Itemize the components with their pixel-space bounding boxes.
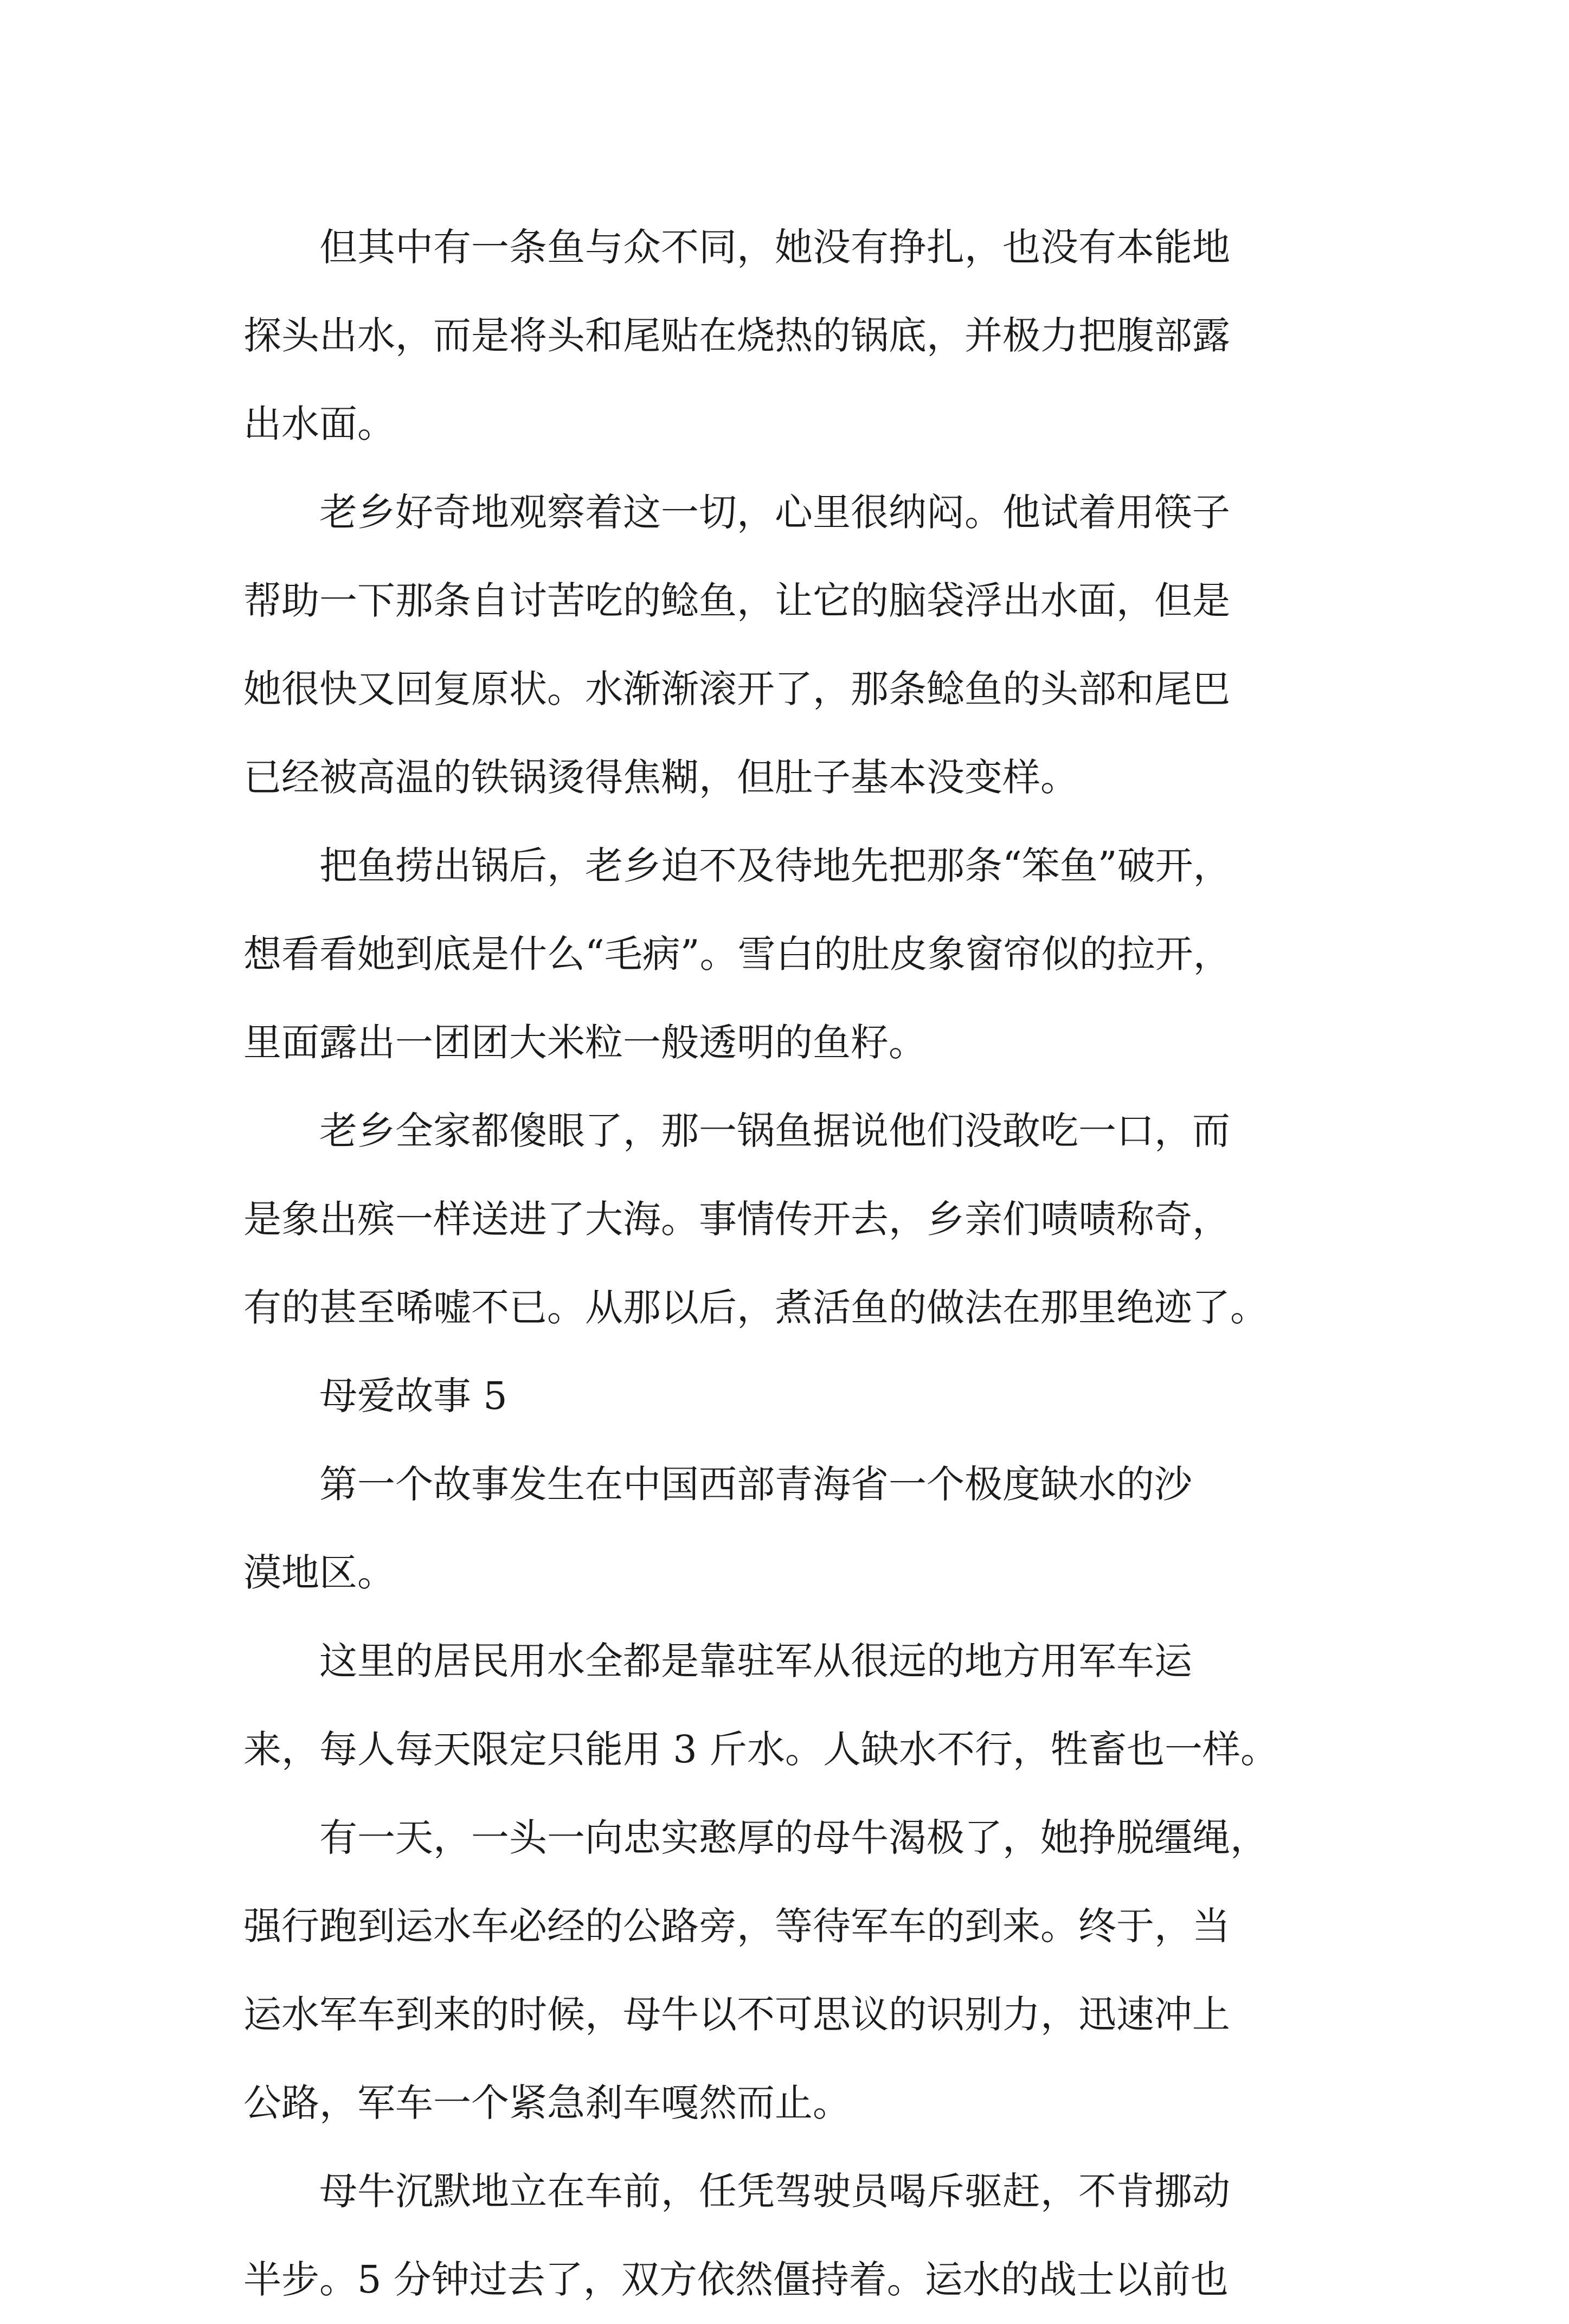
text-line: 这里的居民用水全都是靠驻军从很远的地方用军车运 bbox=[243, 1639, 1192, 1683]
text-line: 探头出水，而是将头和尾贴在烧热的锅底，并极力把腹部露 bbox=[243, 313, 1230, 358]
body-text bbox=[243, 203, 1333, 2324]
text-line: 强行跑到运水车必经的公路旁，等待军车的到来。终于，当 bbox=[243, 1904, 1230, 1948]
text-line: 母牛沉默地立在车前，任凭驾驶员喝斥驱赶，不肯挪动 bbox=[243, 2169, 1230, 2213]
text-line: 帮助一下那条自讨苦吃的鲶鱼，让它的脑袋浮出水面，但是 bbox=[243, 578, 1230, 623]
text-line: 想看看她到底是什么“毛病”。雪白的肚皮象窗帘似的拉开， bbox=[243, 932, 1231, 976]
text-line: 老乡好奇地观察着这一切，心里很纳闷。他试着用筷子 bbox=[243, 490, 1230, 535]
text-line: 她很快又回复原状。水渐渐滚开了，那条鲶鱼的头部和尾巴 bbox=[243, 667, 1230, 711]
text-line: 是象出殡一样送进了大海。事情传开去，乡亲们啧啧称奇， bbox=[243, 1197, 1230, 1241]
text-line: 第一个故事发生在中国西部青海省一个极度缺水的沙 bbox=[243, 1462, 1192, 1507]
text-line: 老乡全家都傻眼了，那一锅鱼据说他们没敢吃一口，而 bbox=[243, 1109, 1230, 1153]
text-line: 已经被高温的铁锅烫得焦糊，但肚子基本没变样。 bbox=[243, 755, 1078, 800]
text-line: 出水面。 bbox=[243, 402, 395, 446]
section-heading: 母爱故事 5 bbox=[243, 1374, 507, 1418]
text-line: 有的甚至唏嘘不已。从那以后，煮活鱼的做法在那里绝迹了。 bbox=[243, 1285, 1268, 1330]
text-line: 半步。5 分钟过去了，双方依然僵持着。运水的战士以前也 bbox=[243, 2257, 1229, 2302]
text-line: 有一天，一头一向忠实憨厚的母牛渴极了，她挣脱缰绳， bbox=[243, 1816, 1268, 1860]
text-line: 公路，军车一个紧急刹车嘎然而止。 bbox=[243, 2081, 851, 2125]
text-line: 漠地区。 bbox=[243, 1550, 395, 1595]
text-line: 运水军车到来的时候，母牛以不可思议的识别力，迅速冲上 bbox=[243, 1992, 1230, 2037]
text-line: 把鱼捞出锅后，老乡迫不及待地先把那条“笨鱼”破开， bbox=[243, 844, 1231, 888]
text-line: 但其中有一条鱼与众不同，她没有挣扎，也没有本能地 bbox=[243, 225, 1230, 269]
text-line: 里面露出一团团大米粒一般透明的鱼籽。 bbox=[243, 1020, 927, 1065]
text-line: 来，每人每天限定只能用 3 斤水。人缺水不行，牲畜也一样。 bbox=[243, 1727, 1279, 1772]
